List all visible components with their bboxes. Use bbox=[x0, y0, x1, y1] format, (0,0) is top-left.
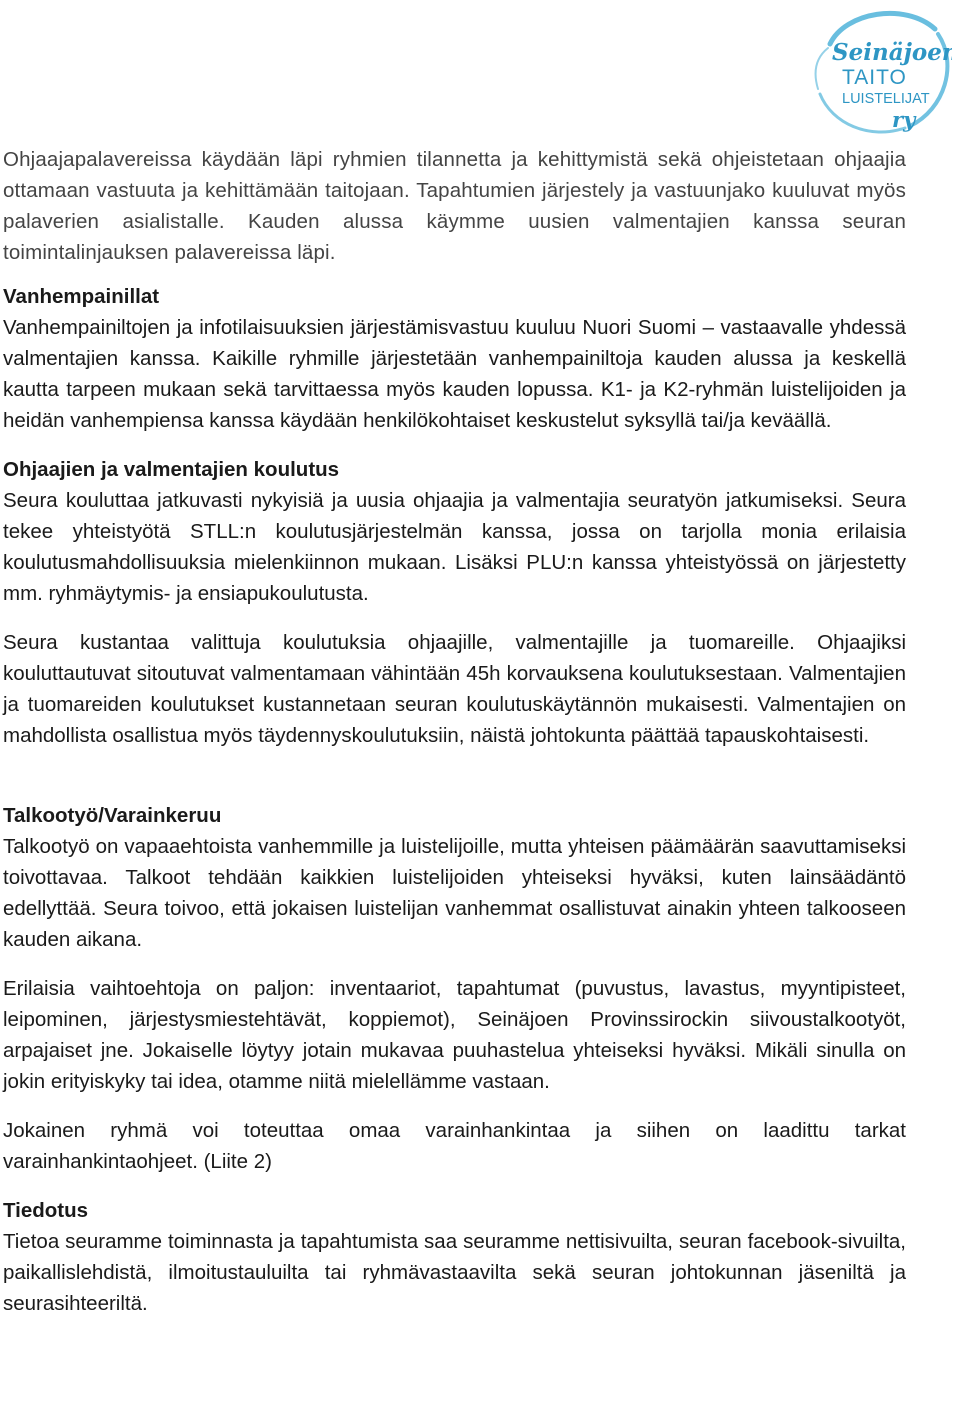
paragraph-talkoot-1: Talkootyö on vapaaehtoista vanhemmille ja luistelijoille, mutta yhteisen päämäärän saavuttamiseksi toivottavaa. Talkoot tehdään kaikkien luistelijoiden yhteiseksi hyväksi, kuten lainsäädäntö edellyttää. Seura toivoo, että jokaisen luistelijan vanhemmat osallistuvat ainakin yhteen talkooseen kauden aikana. bbox=[3, 835, 906, 951]
paragraph-vanhempainillat: Vanhempainiltojen ja infotilaisuuksien järjestämisvastuu kuuluu Nuori Suomi – vastaavalle yhdessä valmentajien kanssa. Kaikille ryhmille järjestetään vanhempainiltoja kauden alussa ja keskellä kautta tarpeen mukaan sekä tarvittaessa myös kauden lopussa. K1- ja K2-ryhmän luistelijoiden ja heidän vanhempiensa kanssa käydään henkilökohtaiset keskustelut syksyllä tai/ja keväällä. bbox=[3, 316, 906, 432]
heading-tiedotus: Tiedotus bbox=[3, 1199, 89, 1222]
intro-paragraph: Ohjaajapalavereissa käydään läpi ryhmien tilannetta ja kehittymistä sekä ohjeistetaan ohjaajia ottamaan vastuuta ja kehittämään taitojaan. Tapahtumien järjestely ja vastuunjako kuuluvat myös palaverien asialistalle. Kauden alussa käymme uusien valmentajien kanssa seuran toimintalinjauksen palavereissa läpi. bbox=[3, 148, 906, 264]
heading-koulutus: Ohjaajien ja valmentajien koulutus bbox=[3, 458, 340, 481]
paragraph-talkoot-2: Erilaisia vaihtoehtoja on paljon: inventaariot, tapahtumat (puvustus, lavastus, myyntipisteet, leipominen, järjestysmiestehtävät, koppiemot), Seinäjoen Provinssirockin siivoustalkootyöt, arpajaiset jne. Jokaiselle löytyy jotain mukavaa puuhastelua yhteiseksi hyväksi. Mikäli sinulla on jokin erityiskyky tai idea, otamme niitä mielellämme vastaan. bbox=[3, 977, 906, 1093]
paragraph-koulutus-2: Seura kustantaa valittuja koulutuksia ohjaajille, valmentajille ja tuomareille. Ohjaajiksi kouluttautuvat sitoutuvat valmentamaan vähintään 45h korvauksena koulutuksestaan. Valmentajien ja tuomareiden koulutukset kustannetaan seuran koulutuskäytännön mukaisesti. Valmentajien on mahdollista osallistua myös täydennyskoulutuksiin, näistä johtokunta päättää tapauskohtaisesti. bbox=[3, 631, 906, 747]
paragraph-tiedotus: Tietoa seuramme toiminnasta ja tapahtumista saa seuramme nettisivuilta, seuran facebook-sivuilta, paikallislehdistä, ilmoitustauluilta tai ryhmävastaavilta sekä seuran johtokunnan jäseniltä ja seurasihteeriltä. bbox=[3, 1230, 906, 1315]
logo-ring-graphic bbox=[810, 4, 952, 136]
club-logo bbox=[810, 4, 952, 136]
logo-word-luistelijat: LUISTELIJAT bbox=[842, 91, 930, 107]
heading-vanhempainillat: Vanhempainillat bbox=[3, 285, 160, 308]
logo-word-taito: TAITO bbox=[842, 66, 907, 89]
paragraph-talkoot-3: Jokainen ryhmä voi toteuttaa omaa varainhankintaa ja siihen on laadittu tarkat varainhankintaohjeet. (Liite 2) bbox=[3, 1119, 906, 1173]
paragraph-koulutus-1: Seura kouluttaa jatkuvasti nykyisiä ja uusia ohjaajia ja valmentajia seuratyön jatkumiseksi. Seura tekee yhteistyötä STLL:n koulutusjärjestelmän kanssa, jossa on tarjolla monia erilaisia koulutusmahdollisuuksia mielenkiinnon mukaan. Lisäksi PLU:n kanssa yhteistyössä on järjestetty mm. ryhmäytymis- ja ensiapukoulutusta. bbox=[3, 489, 906, 605]
document-body bbox=[3, 144, 906, 1319]
heading-talkootyo: Talkootyö/Varainkeruu bbox=[3, 804, 222, 827]
logo-word-seinajoen: Seinäjoen bbox=[832, 39, 952, 66]
logo-word-ry: ry bbox=[892, 107, 916, 132]
